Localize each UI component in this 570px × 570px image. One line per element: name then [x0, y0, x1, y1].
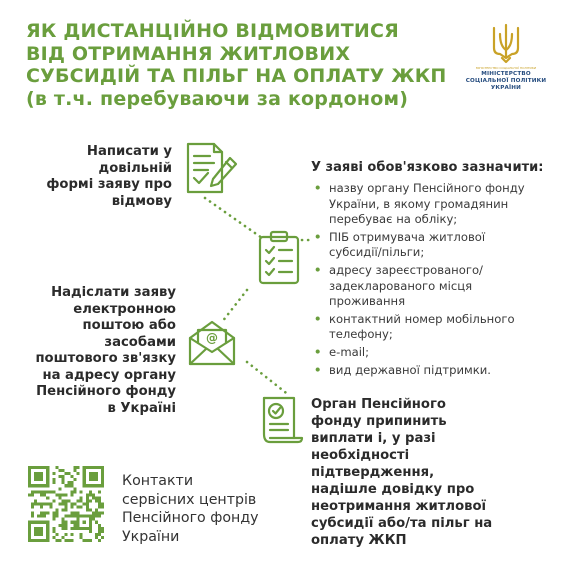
list-item: • ПІБ отримувача житлової субсидії/пільги; [311, 230, 561, 261]
list-item: • контактний номер мобільного телефону; [311, 312, 561, 343]
list-item: • назву органу Пенсійного фонду України, в якому громадянин перебуває на обліку; [311, 181, 561, 228]
title-line-3: СУБСИДІЙ ТА ПІЛЬГ НА ОПЛАТУ ЖКП [26, 65, 447, 87]
checklist-clipboard-icon [256, 230, 304, 286]
title-line-4: (в т.ч. перебуваючи за кордоном) [26, 87, 409, 110]
email-envelope-icon [186, 318, 238, 368]
requirements-title: У заяві обов'язково зазначити: [311, 160, 544, 175]
list-item: • вид державної підтримки. [311, 363, 561, 379]
title-line-2: ВІД ОТРИМАННЯ ЖИТЛОВИХ [26, 42, 351, 65]
certificate-scroll-icon [258, 394, 304, 446]
step-write-application: Написати у довільній формі заяву про відмову [46, 144, 172, 209]
result-text: Орган Пенсійного фонду припинить виплати і, у разі необхідності підтвердження, надішле довідку про неотримання житлової субсидії або/та пільг на оплату ЖКП [311, 397, 493, 548]
step-send-application: Надіслати заяву електронною поштою або засобами поштового зв'язку на адресу органу Пенсійного фонду в Україні [35, 285, 176, 416]
requirements-list [311, 181, 561, 380]
title-line-1: ЯК ДИСТАНЦІЙНО ВІДМОВИТИСЯ [26, 20, 399, 42]
contacts-text: Контакти сервісних центрів Пенсійного фонду України [122, 473, 259, 545]
list-item: • e-mail; [311, 345, 561, 361]
document-pen-icon [184, 140, 240, 196]
qr-code[interactable] [28, 466, 104, 542]
logo-small-text: МІНІСТЕРСТВО СОЦІАЛЬНОЇ ПОЛІТИКИ [475, 66, 537, 70]
ministry-name: МІНІСТЕРСТВО СОЦІАЛЬНОЇ ПОЛІТИКИ УКРАЇНИ [465, 71, 547, 91]
list-item: • адресу зареєстрованого/ задекларованого місця проживання [311, 263, 561, 310]
svg-text:@: @ [206, 331, 218, 345]
